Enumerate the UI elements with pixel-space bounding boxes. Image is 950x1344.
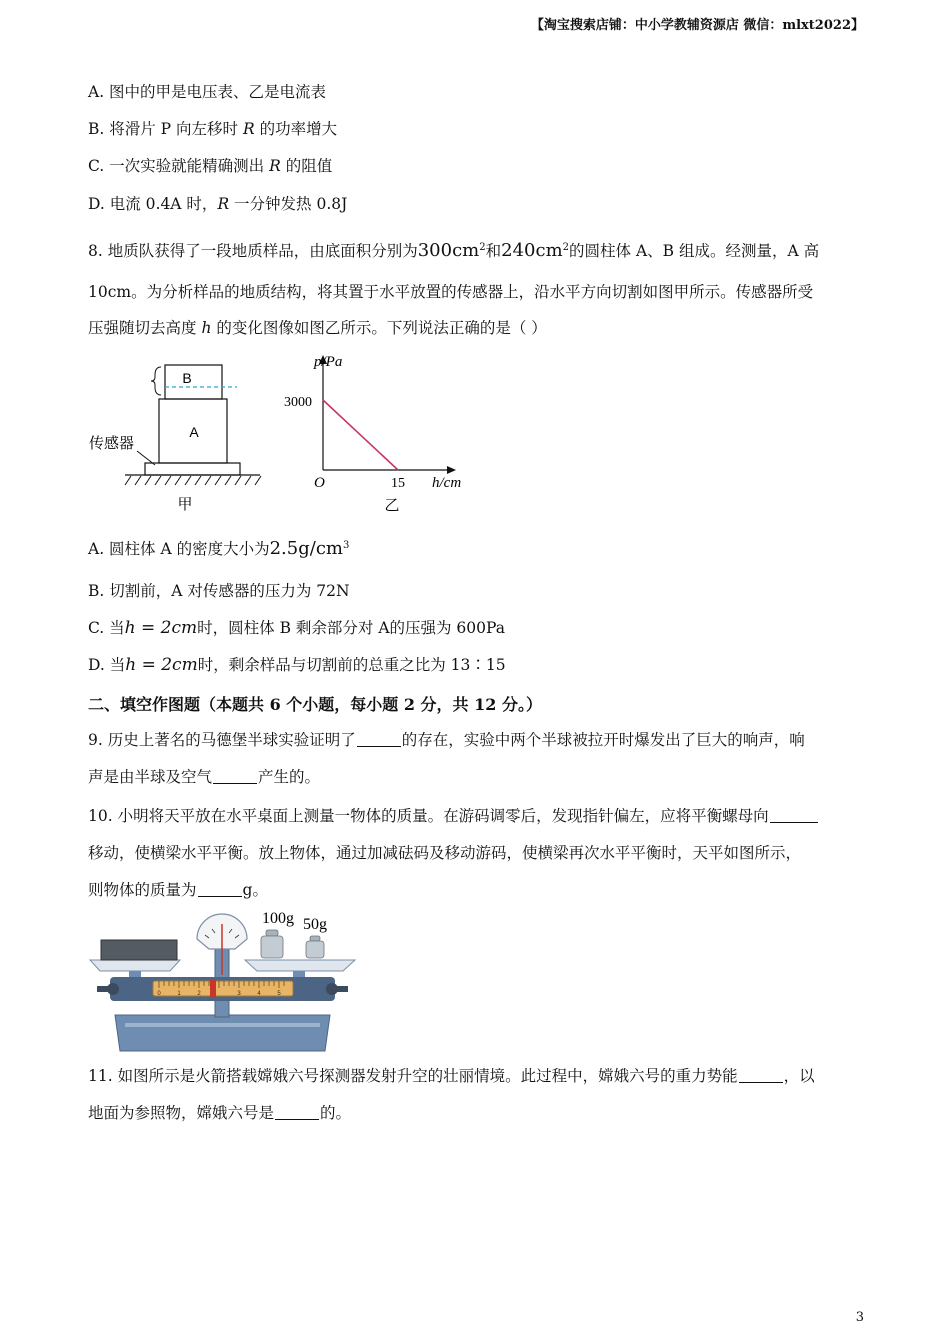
- balance-base: [115, 1015, 330, 1051]
- q11-line-2: 地面为参照物，嫦娥六号是 的。: [88, 1104, 352, 1122]
- q8-option-a: A. 圆柱体 A 的密度大小为$2.5g/cm^3$: [88, 538, 350, 560]
- svg-text:3: 3: [237, 991, 241, 997]
- answer-blank: [198, 882, 242, 897]
- q9-line-2: 声是由半球及空气 产生的。: [88, 768, 321, 786]
- answer-blank: [275, 1105, 319, 1120]
- page-number: 3: [855, 1310, 864, 1325]
- x-tick-15: 15: [391, 476, 405, 491]
- pressure-line: [323, 400, 398, 470]
- svg-text:4: 4: [257, 991, 261, 997]
- rider: [210, 979, 216, 998]
- balance-scale-figure: [85, 905, 360, 1055]
- svg-text:5: 5: [277, 991, 281, 997]
- svg-text:1: 1: [177, 991, 181, 997]
- caption-jia: 甲: [177, 495, 193, 513]
- answer-blank: [739, 1068, 783, 1083]
- q8-option-b: B. 切割前，A 对传感器的压力为 72N: [88, 582, 350, 600]
- weight-50g: [306, 936, 324, 958]
- svg-text:0: 0: [157, 991, 161, 997]
- sensor-plate: [145, 463, 240, 475]
- q10-line-3: 则物体的质量为 g。: [88, 881, 268, 899]
- label-a: A: [189, 424, 199, 440]
- answer-blank: [770, 808, 818, 823]
- q8-line-2: 10cm。为分析样品的地质结构，将其置于水平放置的传感器上，沿水平方向切割如图甲所示。传感器所受: [88, 283, 814, 301]
- weight-label-100g: 100g: [262, 910, 294, 927]
- weight-100g: [261, 930, 283, 958]
- q11-line-1: 11. 如图所示是火箭搭载嫦娥六号探测器发射升空的壮丽情境。此过程中，嫦娥六号的重力势能 ，以: [88, 1067, 815, 1085]
- y-axis-label: p/Pa: [314, 354, 343, 370]
- object-block: [101, 940, 177, 960]
- q10-line-2: 移动，使横梁水平平衡。放上物体，通过加减砝码及移动游码，使横梁再次水平平衡时，天平如图所示，: [88, 844, 802, 862]
- q7-option-a: A. 图中的甲是电压表、乙是电流表: [88, 83, 327, 101]
- label-sensor: 传感器: [89, 434, 135, 452]
- y-tick-3000: 3000: [284, 395, 312, 410]
- q9-line-1: 9. 历史上著名的马德堡半球实验证明了 的存在，实验中两个半球被拉开时爆发出了巨大的响声，响: [88, 731, 805, 749]
- right-pan: [245, 960, 355, 971]
- q7-option-d: D. 电流 0.4A 时，R 一分钟发热 0.8J: [88, 195, 348, 213]
- q8-line-1: 8. 地质队获得了一段地质样品，由底面积分别为$300cm^2$和$240cm^2$的圆柱体 A、B 组成。经测量，A 高: [88, 240, 820, 262]
- x-axis-label: h/cm: [432, 475, 462, 491]
- q10-line-1: 10. 小明将天平放在水平桌面上测量一物体的质量。在游码调零后，发现指针偏左，应将平衡螺母向: [88, 806, 819, 826]
- cylinder-b: [165, 365, 222, 399]
- answer-blank: [213, 769, 257, 784]
- weight-label-50g: 50g: [303, 916, 327, 933]
- q7-option-b: B. 将滑片 P 向左移时 R 的功率增大: [88, 120, 338, 138]
- svg-text:2: 2: [197, 991, 201, 997]
- section-2-heading: 二、填空作图题（本题共 6 个小题，每小题 2 分，共 12 分。）: [88, 695, 542, 714]
- q8-option-d: D. 当h = 2cm时，剩余样品与切割前的总重之比为 13∶15: [88, 655, 506, 675]
- q8-option-c: C. 当h = 2cm时，圆柱体 B 剩余部分对 A的压强为 600Pa: [88, 618, 505, 638]
- brace: [151, 367, 161, 395]
- ground-hatching: [125, 476, 261, 485]
- answer-blank: [357, 732, 401, 747]
- origin-label: O: [314, 475, 325, 491]
- q8-line-3: 压强随切去高度 h 的变化图像如图乙所示。下列说法正确的是（ ）: [88, 319, 547, 337]
- left-pan: [90, 960, 180, 971]
- q7-option-c: C. 一次实验就能精确测出 R 的阻值: [88, 157, 333, 175]
- figure-jia-cutting-diagram: [85, 355, 270, 515]
- figure-yi-pressure-graph: [280, 350, 480, 518]
- label-b: B: [182, 370, 192, 386]
- caption-yi: 乙: [384, 496, 400, 514]
- page-header: 【淘宝搜索店铺：中小学教辅资源店 微信：mlxt2022】: [530, 18, 864, 33]
